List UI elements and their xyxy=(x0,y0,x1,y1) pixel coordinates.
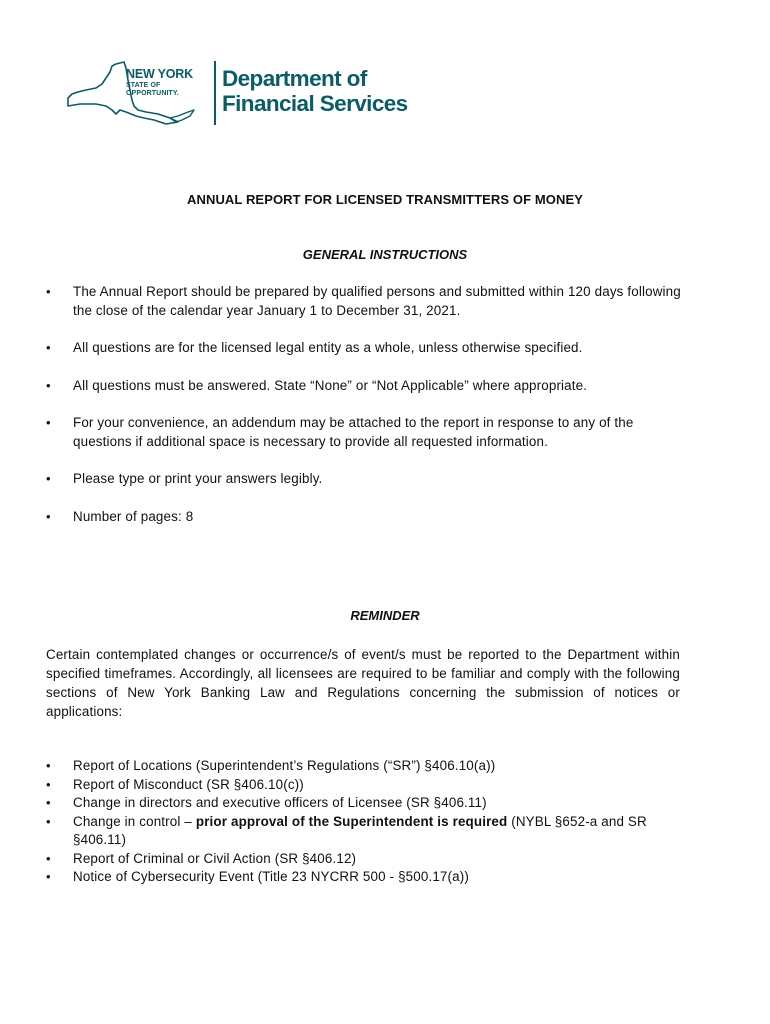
document-title: ANNUAL REPORT FOR LICENSED TRANSMITTERS OF MONEY xyxy=(186,192,583,207)
notice-text: Change in directors and executive officers of Licensee (SR §406.11) xyxy=(73,795,487,810)
general-instructions-heading: GENERAL INSTRUCTIONS xyxy=(302,247,468,262)
bullet-icon: • xyxy=(46,471,51,486)
bullet-icon: • xyxy=(46,508,51,524)
instruction-text: For your convenience, an addendum may be attached to the report in response to any of the questions if additional space is necessary to provide all requested information. xyxy=(73,415,634,449)
instruction-text: All questions are for the licensed legal entity as a whole, unless otherwise specified. xyxy=(73,340,583,355)
notice-text: Report of Misconduct (SR §406.10(c)) xyxy=(73,776,304,792)
notice-text-emphasis: prior approval of the Superintendent is required xyxy=(195,813,508,829)
bullet-icon: • xyxy=(46,758,51,773)
bullet-icon: • xyxy=(46,415,51,430)
instructions-list xyxy=(0,283,685,545)
notice-text: Report of Locations (Superintendent’s Regulations (“SR”) §406.10(a)) xyxy=(73,758,496,773)
bullet-icon: • xyxy=(46,377,51,393)
bullet-icon: • xyxy=(46,869,51,884)
list-item xyxy=(0,339,685,358)
list-item xyxy=(0,470,685,489)
notice-text-prefix: Change in control – xyxy=(73,813,196,829)
list-item xyxy=(0,813,685,850)
list-item xyxy=(0,776,685,795)
department-name-line2: Financial Services xyxy=(222,91,408,116)
list-item xyxy=(0,757,685,776)
department-name xyxy=(222,66,408,116)
reminder-heading: REMINDER xyxy=(350,608,420,623)
bullet-icon: • xyxy=(46,776,51,792)
logo-state-name: NEW YORK xyxy=(126,67,193,81)
logo-state-line3: OPPORTUNITY. xyxy=(126,89,179,97)
notice-text-suffix: (NYBL §652-a and SR §406.11) xyxy=(73,813,647,847)
dfs-logo xyxy=(66,60,426,130)
instruction-text: The Annual Report should be prepared by qualified persons and submitted within 120 days following the close of the calendar year January 1 to December 31, 2021. xyxy=(73,284,681,318)
instruction-text: All questions must be answered. State “None” or “Not Applicable” where appropriate. xyxy=(73,377,588,393)
bullet-icon: • xyxy=(46,813,51,829)
notice-text: Report of Criminal or Civil Action (SR §406.12) xyxy=(73,850,357,866)
list-item xyxy=(0,868,685,887)
department-name-line1: Department of xyxy=(222,66,367,91)
list-item xyxy=(0,377,685,396)
list-item xyxy=(0,283,685,320)
notice-text: Notice of Cybersecurity Event (Title 23 NYCRR 500 - §500.17(a)) xyxy=(73,869,469,884)
notice-text xyxy=(73,814,647,848)
bullet-icon: • xyxy=(46,340,51,355)
logo-state-line2: STATE OF xyxy=(126,81,161,89)
instruction-text: Please type or print your answers legibly. xyxy=(73,471,323,486)
list-item xyxy=(0,850,685,869)
notices-list xyxy=(0,757,685,887)
instruction-text: Number of pages: 8 xyxy=(73,508,194,524)
bullet-icon: • xyxy=(46,284,51,299)
new-york-wordmark xyxy=(126,68,193,97)
list-item xyxy=(0,414,685,451)
list-item xyxy=(0,508,685,527)
reminder-paragraph: Certain contemplated changes or occurrence/s of event/s must be reported to the Department within specified timeframes. Accordingly, all licensees are required to be familiar and comply with the following sections of New York Banking Law and Regulations concerning the submission of notices or applications: xyxy=(46,647,680,719)
logo-divider xyxy=(214,61,216,125)
bullet-icon: • xyxy=(46,795,51,810)
list-item xyxy=(0,794,685,813)
bullet-icon: • xyxy=(46,850,51,866)
